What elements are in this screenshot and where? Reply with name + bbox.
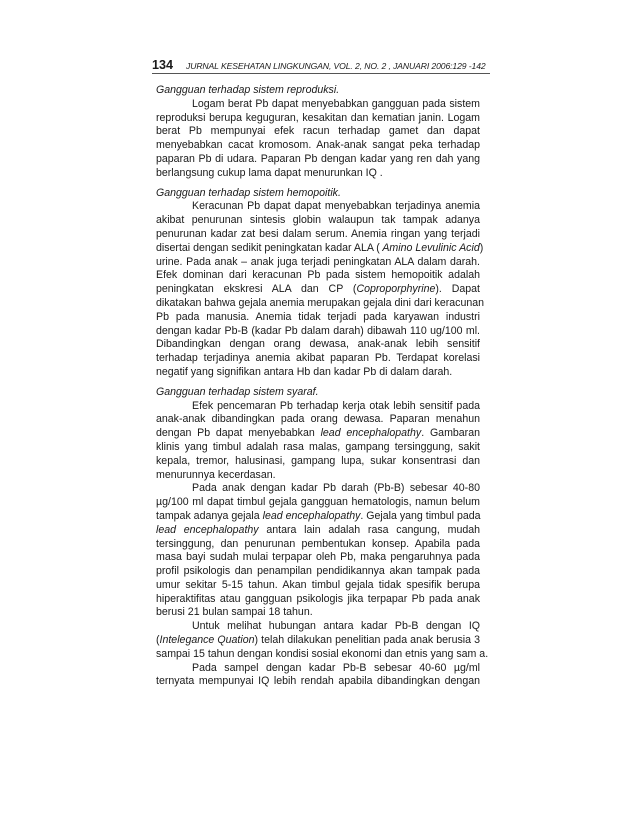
paragraph-line: terhadap terjadinya anemia akibat paparan Pb. Terdapat korelasi	[156, 352, 480, 365]
paragraph-line: dengan kadar Pb-B (kadar Pb dalam darah) dibawah 110 ug/100 ml.	[156, 324, 480, 337]
paragraph-line: dikatakan bahwa gejala anemia merupakan gejala dini dari keracunan	[156, 296, 485, 309]
header-rule	[152, 73, 490, 74]
paragraph-line: klinis yang timbul adalah rasa malas, gampang tersinggung, sakit	[156, 440, 480, 453]
section-syaraf	[156, 385, 489, 690]
paragraph-line: Logam berat Pb dapat menyebabkan gangguan pada sistem	[192, 97, 480, 110]
paragraph-line: reproduksi berupa keguguran, kesakitan dan kematian janin. Logam	[156, 111, 480, 124]
paragraph-line: Efek pencemaran Pb terhadap kerja otak lebih sensitif pada	[192, 399, 480, 412]
paragraph-line: Efek dominan dari keracunan Pb pada sistem hemopoitik adalah	[156, 269, 480, 282]
paragraph-line: umur sekitar 5-15 tahun. Akan timbul gejala tidak spesifik berupa	[156, 578, 480, 591]
paragraph-line: (Intelegance Quation) telah dilakukan penelitian pada anak berusia 3	[156, 634, 480, 647]
paragraph-line: Pada sampel dengan kadar Pb-B sebesar 40-60 µg/ml	[192, 661, 480, 674]
paragraph-line: kepala, tremor, halusinasi, gampang lupa, sukar konsentrasi dan	[156, 454, 480, 467]
paragraph-line: µg/100 ml dapat timbul gejala gangguan hematologis, namun belum	[156, 496, 480, 509]
paragraph-line: Keracunan Pb dapat dapat menyebabkan terjadinya anemia	[192, 200, 480, 213]
paragraph-line: berusi 21 bulan sampai 18 tahun.	[156, 606, 313, 619]
paragraph-line: ternyata mempunyai IQ lebih rendah apabila dibandingkan dengan	[156, 675, 480, 688]
paragraph-line: peningkatan ekskresi ALA dan CP (Coproporphyrine). Dapat	[156, 283, 480, 296]
paragraph-line: menyebabkan cacat kromosom. Anak-anak sangat peka terhadap	[156, 139, 480, 152]
paragraph-line: disertai dengan sedikit peningkatan kadar ALA ( Amino Levulinic Acid)	[156, 241, 484, 254]
paragraph-line: Pb pada manusia. Anemia tidak terjadi pada karyawan industri	[156, 310, 480, 323]
section-heading: Gangguan terhadap sistem hemopoitik.	[156, 186, 341, 199]
article-body	[156, 84, 489, 689]
paragraph-line: Dibandingkan dengan orang dewasa, anak-anak lebih sensitif	[156, 338, 480, 351]
paragraph-line: sampai 15 tahun dengan kondisi sosial ekonomi dan etnis yang sam a.	[156, 647, 489, 660]
paragraph-line: dengan Pb dapat menyebabkan lead encephalopathy. Gambaran	[156, 427, 480, 440]
section-heading: Gangguan terhadap sistem syaraf.	[156, 385, 319, 398]
paragraph-line: paparan Pb di udara. Paparan Pb dengan kadar yang ren dah yang	[156, 152, 480, 165]
paragraph-line: berlangsung cukup lama dapat menurunkan IQ .	[156, 166, 383, 179]
paragraph-line: menurunnya kecerdasan.	[156, 468, 276, 481]
paragraph-line: berat Pb mempunyai efek racun terhadap gamet dan dapat	[156, 125, 480, 138]
paragraph-line: hiperaktifitas atau gangguan psikologis jika terpapar Pb pada anak	[156, 592, 480, 605]
paragraph-line: akibat penurunan sintesis globin walaupun tak tampak adanya	[156, 214, 480, 227]
paragraph-line: Pada anak dengan kadar Pb darah (Pb-B) sebesar 40-80	[192, 482, 480, 495]
paragraph-line: urine. Pada anak – anak juga terjadi peningkatan ALA dalam darah.	[156, 255, 480, 268]
paragraph-line: tampak adanya gejala lead encephalopathy. Gejala yang timbul pada	[156, 509, 481, 522]
section-heading: Gangguan terhadap sistem reproduksi.	[156, 84, 340, 96]
paragraph-line: lead encephalopathy antara lain adalah rasa cangung, mudah	[156, 523, 481, 536]
paragraph-line: Untuk melihat hubungan antara kadar Pb-B dengan IQ	[192, 620, 480, 633]
page-number: 134	[152, 58, 174, 72]
running-header	[152, 54, 492, 72]
paragraph-line: tersinggung, dan penurunan pembentukan konsep. Apabila pada	[156, 537, 480, 550]
journal-citation: JURNAL KESEHATAN LINGKUNGAN, VOL. 2, NO. 2 , JANUARI 2006:129 -142	[186, 61, 486, 71]
paragraph-line: profil psikologis dan penampilan pendidikannya akan tampak pada	[156, 565, 480, 578]
paragraph-line: negatif yang signifikan antara Hb dan kadar Pb di dalam darah.	[156, 365, 453, 378]
section-reproduksi	[156, 84, 480, 181]
paragraph-line: anak-anak dibandingkan pada orang dewasa. Paparan menahun	[156, 413, 480, 426]
paragraph-line: masa bayi sudah mulai terpapar oleh Pb, maka pengaruhnya pada	[156, 551, 480, 564]
paragraph-line: penurunan kadar zat besi dalam serum. Anemia ringan yang terjadi	[156, 227, 480, 240]
section-hemopoitik	[156, 186, 485, 380]
